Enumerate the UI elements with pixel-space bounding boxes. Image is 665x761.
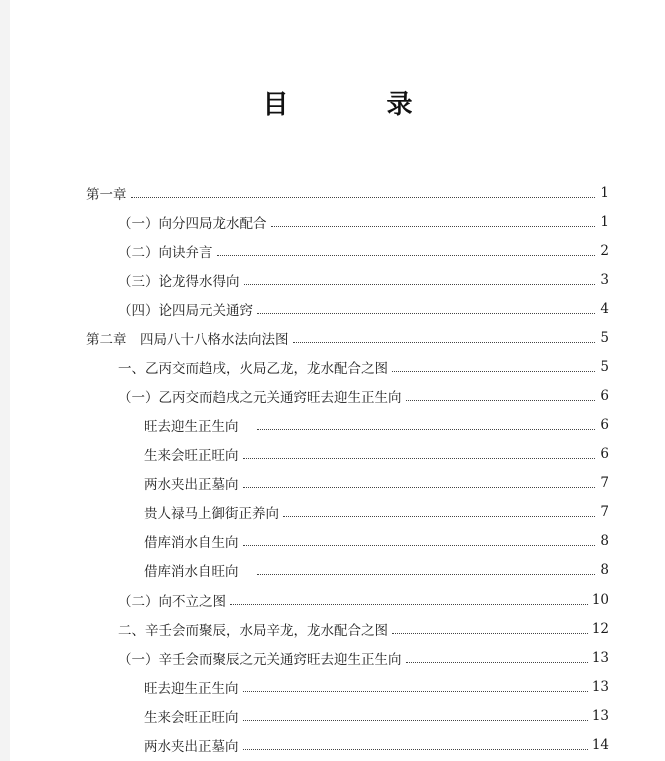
toc-entry-label: （二）向诀弁言 — [118, 245, 213, 261]
toc-entry-label: 生来会旺正旺向 — [144, 710, 239, 726]
leader-dots — [243, 691, 588, 692]
leader-dots — [243, 749, 588, 750]
leader-dots — [271, 226, 596, 227]
toc-entry-label: 第一章 — [86, 187, 127, 203]
toc-entry-page: 10 — [591, 592, 609, 608]
toc-entry-page: 6 — [600, 417, 609, 433]
leader-dots — [243, 720, 588, 721]
leader-dots — [243, 487, 596, 488]
leader-dots — [293, 342, 596, 343]
toc-entry-page: 8 — [600, 562, 609, 578]
toc-entry-page: 13 — [591, 708, 609, 724]
toc-entry[interactable] — [118, 648, 609, 668]
toc-entry[interactable] — [144, 502, 609, 522]
toc-entry[interactable] — [86, 183, 609, 203]
toc-entry[interactable] — [144, 531, 609, 551]
toc-entry-label: （三）论龙得水得向 — [118, 274, 240, 290]
toc-entry-page: 5 — [600, 359, 609, 375]
leader-dots — [406, 400, 596, 401]
toc-entry-page: 8 — [600, 533, 609, 549]
toc-entry-label: （一）乙丙交而趋戌之元关通窍旺去迎生正生向 — [118, 390, 402, 406]
toc-entry-page: 6 — [600, 388, 609, 404]
toc-entry-label: 借库消水自旺向 — [144, 564, 239, 580]
toc-entry-label: 二、辛壬会而聚辰，水局辛龙，龙水配合之图 — [118, 623, 388, 639]
toc-entry-page: 6 — [600, 446, 609, 462]
toc-entry-page: 3 — [600, 272, 609, 288]
toc-entry-label: 生来会旺正旺向 — [144, 448, 239, 464]
toc-entry[interactable] — [118, 212, 609, 232]
toc-entry-page: 4 — [600, 301, 609, 317]
leader-dots — [257, 429, 596, 430]
toc-entry-page: 14 — [591, 737, 609, 753]
toc-entry-page: 7 — [600, 475, 609, 491]
document-page — [10, 0, 665, 761]
leader-dots — [392, 633, 588, 634]
toc-entry[interactable] — [144, 706, 609, 726]
toc-entry[interactable] — [144, 677, 609, 697]
toc-entry[interactable] — [144, 415, 609, 435]
toc-entry-label: （一）辛壬会而聚辰之元关通窍旺去迎生正生向 — [118, 652, 402, 668]
table-of-contents — [10, 0, 665, 761]
leader-dots — [243, 545, 596, 546]
toc-entry[interactable] — [144, 473, 609, 493]
toc-entry-page: 13 — [591, 650, 609, 666]
leader-dots — [230, 604, 588, 605]
toc-entry-page: 12 — [591, 621, 609, 637]
toc-entry-label: （四）论四局元关通窍 — [118, 303, 253, 319]
toc-entry[interactable] — [118, 590, 609, 610]
toc-entry-label: 一、乙丙交而趋戌，火局乙龙，龙水配合之图 — [118, 361, 388, 377]
toc-entry[interactable] — [118, 619, 609, 639]
toc-entry-label: 借库消水自生向 — [144, 535, 239, 551]
toc-entry[interactable] — [118, 386, 609, 406]
toc-entry-label: 两水夹出正墓向 — [144, 477, 239, 493]
leader-dots — [257, 313, 595, 314]
toc-entry[interactable] — [86, 328, 609, 348]
toc-entry-label: 旺去迎生正生向 — [144, 681, 239, 697]
leader-dots — [283, 516, 595, 517]
toc-entry[interactable] — [118, 299, 609, 319]
leader-dots — [257, 574, 596, 575]
toc-entry[interactable] — [118, 241, 609, 261]
leader-dots — [392, 371, 595, 372]
toc-entry-label: 旺去迎生正生向 — [144, 419, 239, 435]
leader-dots — [131, 197, 596, 198]
toc-entry[interactable] — [118, 357, 609, 377]
toc-entry-label: （二）向不立之图 — [118, 594, 226, 610]
toc-entry-page: 1 — [600, 185, 609, 201]
toc-entry-label: 第二章 四局八十八格水法向法图 — [86, 332, 289, 348]
toc-entry-label: 两水夹出正墓向 — [144, 739, 239, 755]
leader-dots — [244, 284, 596, 285]
toc-entry-label: （一）向分四局龙水配合 — [118, 216, 267, 232]
toc-entry[interactable] — [144, 560, 609, 580]
toc-entry-page: 7 — [600, 504, 609, 520]
toc-entry[interactable] — [144, 735, 609, 755]
toc-entry[interactable] — [118, 270, 609, 290]
page-title: 目 录 — [262, 90, 449, 120]
toc-entry[interactable] — [144, 444, 609, 464]
toc-entry-page: 1 — [600, 214, 609, 230]
toc-entry-page: 5 — [600, 330, 609, 346]
leader-dots — [243, 458, 596, 459]
leader-dots — [217, 255, 596, 256]
toc-entry-page: 2 — [600, 243, 609, 259]
toc-entry-page: 13 — [591, 679, 609, 695]
toc-entry-label: 贵人禄马上御街正养向 — [144, 506, 279, 522]
leader-dots — [406, 662, 588, 663]
